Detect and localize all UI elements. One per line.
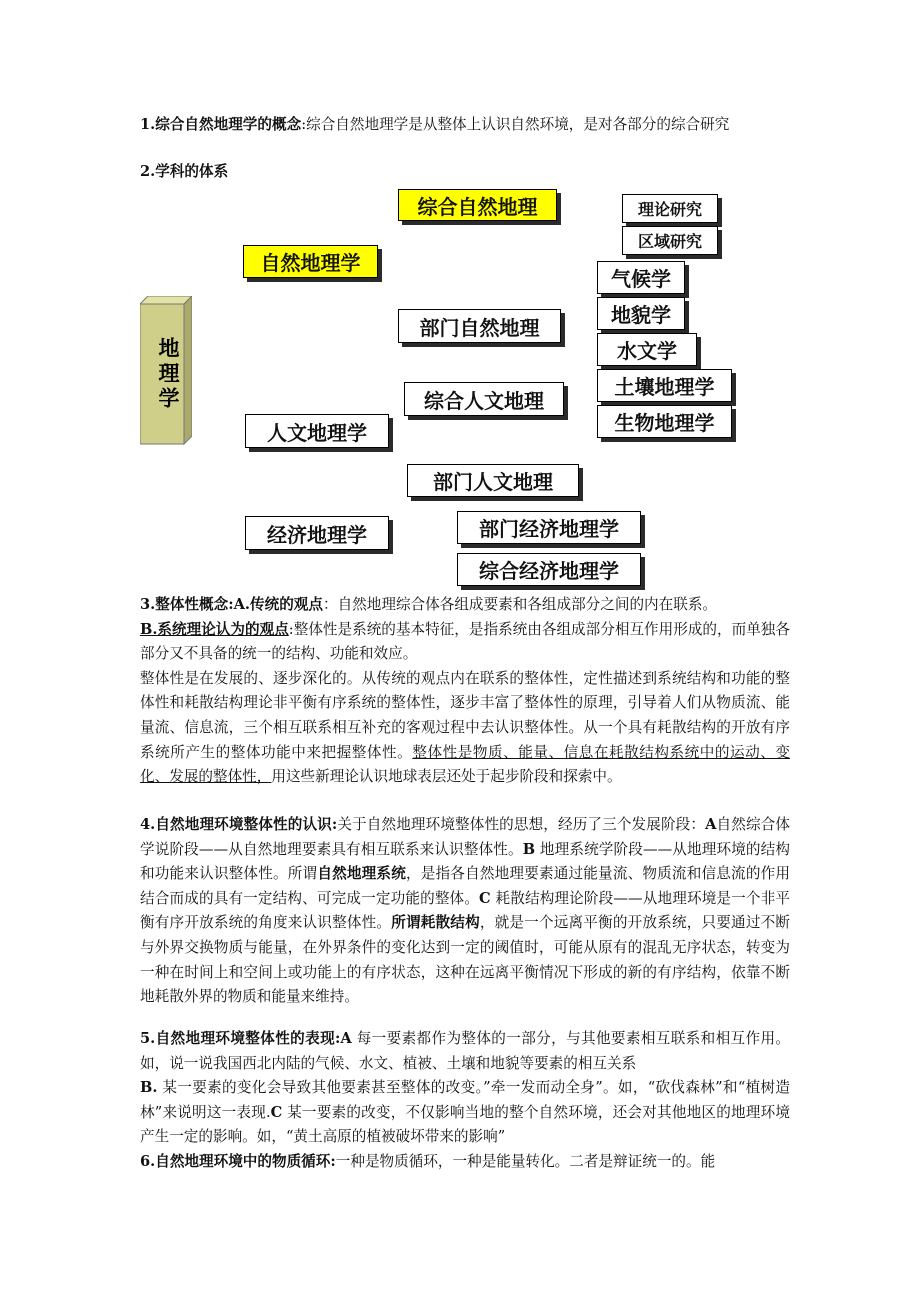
box-physical-geography: 自然地理学 — [243, 245, 378, 278]
box-integrated-human: 综合人文地理 — [404, 382, 564, 416]
box-geomorphology: 地貌学 — [597, 297, 685, 330]
box-integrated-economic: 综合经济地理学 — [457, 553, 641, 586]
section-6-heading: 6.自然地理环境中的物质循环: — [140, 1153, 336, 1170]
section-3-b-text: :整体性是系统的基本特征，是指系统由各组成部分相互作用形成的，而单独各部分又不具备的统一的结构、功能和效应。 — [140, 620, 791, 663]
box-biogeography: 生物地理学 — [597, 405, 732, 438]
box-branch-economic: 部门经济地理学 — [457, 511, 641, 544]
section-4: 4.自然地理环境整体性的认识:关于自然地理环境整体性的思想，经历了三个发展阶段：A自然综合体学说阶段——从自然地理要素具有相互联系来认识整体性。B 地理系统学阶段——从地理环境的结构和功能来认识整体性。所谓自然地理系统，是指各自然地理要素通过能量流、物质流和信息流的作用结合而成的具有一定结构、可完成一定功能的整体。C 耗散结构理论阶段——从地理环境是一个非平衡有序开放系统的角度来认识整体性。所谓耗散结构，就是一个远离平衡的开放系统，只要通过不断与外界交换物质与能量，在外界条件的变化达到一定的阈值时，可能从原有的混乱无序状态，转变为一种在时间上和空间上或功能上的有序状态，这种在远离平衡情况下形成的新的有序结构，依靠不断地耗散外界的物质和能量来维持。 — [140, 816, 790, 1006]
box-soil-geography: 土壤地理学 — [597, 369, 732, 402]
box-regional-research: 区域研究 — [622, 226, 718, 255]
section-3-b-label: B.系统理论认为的观点 — [140, 620, 289, 638]
box-integrated-physical: 综合自然地理 — [398, 189, 557, 221]
box-climatology: 气候学 — [597, 261, 685, 294]
box-economic-geography: 经济地理学 — [245, 516, 389, 550]
section-3-a-label: A.传统的观点 — [233, 596, 323, 613]
section-3-p2-tail: 用这些新理论认识地球表层还处于起步阶段和探索中。 — [271, 768, 622, 786]
section-2-heading: 2.学科的体系 — [140, 163, 229, 180]
section-1-text: :综合自然地理学是从整体上认识自然环境，是对各部分的综合研究 — [301, 116, 730, 133]
box-human-geography: 人文地理学 — [245, 414, 389, 448]
section-2 — [140, 160, 790, 185]
root-label: 地理学 — [156, 336, 180, 412]
section-3-p2-underline: 整体性是物质、能量、信息在耗散结构系统中的运动、变化、发展的整体性， — [140, 743, 790, 786]
box-hydrology: 水文学 — [597, 333, 697, 366]
box-branch-physical: 部门自然地理 — [398, 309, 561, 343]
section-3-heading: 3.整体性概念 — [140, 596, 229, 613]
section-6 — [140, 1150, 790, 1175]
section-5: 5.自然地理环境整体性的表现:A 每一要素都作为整体的一部分，与其他要素相互联系和相互作用。如，说一说我国西北内陆的气候、水文、植被、土壤和地貌等要素的相互关系 B. 某一要素的变化会导致其他要素甚至整体的改变。”牵一发而动全身”。如，“砍伐森林”和“植树造林”来说明这一表现.C 某一要素的改变，不仅影响当地的整个自然环境，还会对其他地区的地理环境产生一定的影响。如，“黄土高原的植被破坏带来的影响” — [140, 1030, 791, 1146]
box-branch-human: 部门人文地理 — [407, 464, 579, 497]
section-5-heading: 5.自然地理环境整体性的表现: — [140, 1030, 341, 1047]
section-1-heading: 1.综合自然地理学的概念 — [140, 116, 302, 133]
section-1 — [140, 113, 790, 138]
box-theory-research: 理论研究 — [622, 194, 718, 223]
section-3-p2: 整体性是在发展的、逐步深化的。从传统的观点内在联系的整体性，定性描述到系统结构和功能的整体性和耗散结构理论非平衡有序系统的整体性，逐步丰富了整体性的原理，引导着人们从物质流、能量流、信息流，三个相互联系相互补充的客观过程中去认识整体性。从一个具有耗散结构的开放有序系统所产生的整体功能中来把握整体性。 — [140, 669, 790, 761]
section-4-heading: 4.自然地理环境整体性的认识: — [140, 816, 338, 833]
section-3-a-text: ：自然地理综合体各组成要素和各组成部分之间的内在联系。 — [322, 596, 718, 613]
section-3: 3.整体性概念:A.传统的观点：自然地理综合体各组成要素和各组成部分之间的内在联系。 B.系统理论认为的观点:整体性是系统的基本特征，是指系统由各组成部分相互作用形成的，而单独各部分又不具备的统一的结构、功能和效应。 整体性是在发展的、逐步深化的。从传统的观点内在联系的整体性，定性描述到系统结构和功能的整体性和耗散结构理论非平衡有序系统的整体性，逐步丰富了整体性的原理，引导着人们从物质流、能量流、信息流，三个相互联系相互补充的客观过程中去认识整体性。从一个具有耗散结构的开放有序系统所产生的整体功能中来把握整体性。整体性是物质、能量、信息在耗散结构系统中的运动、变化、发展的整体性，用这些新理论认识地球表层还处于起步阶段和探索中。 — [140, 596, 791, 786]
section-6-text: 一种是物质循环，一种是能量转化。二者是辩证统一的。能 — [335, 1153, 716, 1170]
